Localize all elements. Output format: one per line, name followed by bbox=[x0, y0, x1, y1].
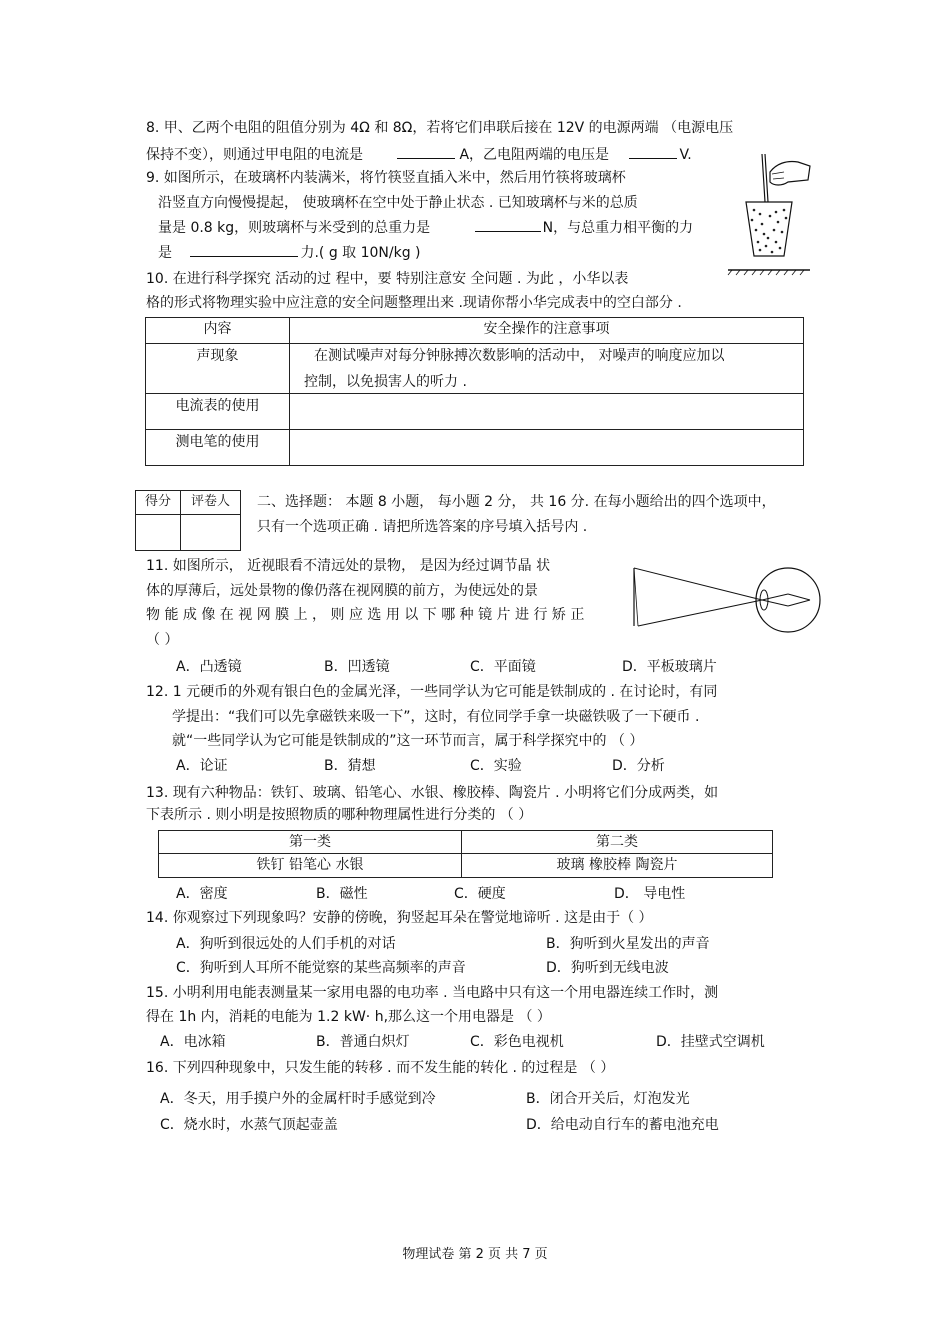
page-footer: 物理试卷 第 2 页 共 7 页 bbox=[402, 1247, 548, 1262]
q13-line1: 13. 现有六种物品：铁钉、玻璃、铅笔心、水银、橡胶棒、陶瓷片 . 小明将它们分成两类，如 bbox=[146, 785, 719, 801]
q13-option-b[interactable]: B．磁性 bbox=[316, 886, 368, 902]
reviewer-label: 评卷人 bbox=[181, 491, 241, 515]
q11-option-b[interactable]: B．凹透镜 bbox=[324, 659, 390, 675]
safety-row-ammeter-label: 电流表的使用 bbox=[146, 394, 290, 430]
q15-option-c[interactable]: C．彩色电视机 bbox=[470, 1034, 564, 1050]
q9-text-a: 量是 0.8 kg，则玻璃杯与米受到的总重力是 bbox=[158, 220, 431, 236]
safety-row-sound-label: 声现象 bbox=[146, 344, 290, 394]
q9-line2: 沿竖直方向慢慢提起， 使玻璃杯在空中处于静止状态 . 已知玻璃杯与米的总质 bbox=[158, 195, 638, 211]
q8-line2 bbox=[146, 144, 692, 165]
class1-title: 第一类 bbox=[159, 831, 462, 854]
q12-line2: 学提出：“我们可以先拿磁铁来吸一下”，这时，有位同学手拿一块磁铁吸了一下硬币 . bbox=[172, 709, 700, 725]
q14-line1: 14. 你观察过下列现象吗？安静的傍晚，狗竖起耳朵在警觉地谛听 . 这是由于（ ） bbox=[146, 910, 653, 926]
glass-rice-chopstick-figure bbox=[726, 150, 812, 276]
q15-option-b[interactable]: B．普通白炽灯 bbox=[316, 1034, 410, 1050]
q16-option-c[interactable]: C．烧水时，水蒸气顶起壶盖 bbox=[160, 1117, 338, 1133]
safety-row-ammeter-answer[interactable] bbox=[290, 394, 804, 430]
q11-line1: 11. 如图所示， 近视眼看不清远处的景物， 是因为经过调节晶 状 bbox=[146, 558, 551, 574]
q11-option-c[interactable]: C．平面镜 bbox=[470, 659, 536, 675]
q9-line4 bbox=[158, 242, 421, 263]
score-cell[interactable] bbox=[136, 515, 181, 551]
safety-row-testpen-label: 测电笔的使用 bbox=[146, 430, 290, 466]
q9-line3 bbox=[158, 217, 693, 238]
q14-option-d[interactable]: D．狗听到无线电波 bbox=[546, 960, 669, 976]
safety-row-testpen-answer[interactable] bbox=[290, 430, 804, 466]
class2-title: 第二类 bbox=[462, 831, 773, 854]
q12-line3: 就“一些同学认为它可能是铁制成的”这一环节而言，属于科学探究中的 （ ） bbox=[172, 733, 644, 749]
section2-line1: 二、选择题： 本题 8 小题， 每小题 2 分， 共 16 分. 在每小题给出的四个选项中， bbox=[257, 494, 776, 510]
q9-line1: 9. 如图所示，在玻璃杯内装满米，将竹筷竖直插入米中，然后用竹筷将玻璃杯 bbox=[146, 170, 626, 186]
q15-line2: 得在 1h 内，消耗的电能为 1.2 kW· h,那么这一个用电器是 （ ） bbox=[146, 1009, 551, 1025]
q16-option-a[interactable]: A．冬天，用手摸户外的金属杆时手感觉到冷 bbox=[160, 1091, 436, 1107]
q15-option-d[interactable]: D．挂壁式空调机 bbox=[656, 1034, 765, 1050]
q13-option-a[interactable]: A．密度 bbox=[176, 886, 228, 902]
q11-option-a[interactable]: A．凸透镜 bbox=[176, 659, 242, 675]
q15-option-a[interactable]: A．电冰箱 bbox=[160, 1034, 226, 1050]
q12-option-b[interactable]: B．猜想 bbox=[324, 758, 376, 774]
q9-blank-gravity[interactable] bbox=[475, 217, 541, 232]
safety-table bbox=[145, 317, 804, 466]
q15-line1: 15. 小明利用电能表测量某一家用电器的电功率 . 当电路中只有这一个用电器连续工作时，测 bbox=[146, 985, 719, 1001]
score-box bbox=[135, 490, 241, 551]
q9-blank-force[interactable] bbox=[190, 242, 298, 257]
q9-text-b: N，与总重力相平衡的力 bbox=[542, 220, 694, 236]
q9-text-c: 是 bbox=[158, 245, 172, 261]
safety-table-header-content: 内容 bbox=[146, 318, 290, 344]
q12-option-c[interactable]: C．实验 bbox=[470, 758, 522, 774]
q14-option-c[interactable]: C．狗听到人耳所不能觉察的某些高频率的声音 bbox=[176, 960, 466, 976]
q12-line1: 12. 1 元硬币的外观有银白色的金属光泽，一些同学认为它可能是铁制成的 . 在讨论时，有同 bbox=[146, 684, 718, 700]
q13-option-c[interactable]: C．硬度 bbox=[454, 886, 506, 902]
q8-text-c: V. bbox=[679, 147, 692, 163]
reviewer-cell[interactable] bbox=[181, 515, 241, 551]
q10-line2: 格的形式将物理实验中应注意的安全问题整理出来 .现请你帮小华完成表中的空白部分 . bbox=[146, 295, 682, 311]
q11-line2: 体的厚薄后，远处景物的像仍落在视网膜的前方，为使远处的景 bbox=[146, 583, 538, 599]
q16-option-d[interactable]: D．给电动自行车的蓄电池充电 bbox=[526, 1117, 719, 1133]
q8-text-b: A，乙电阻两端的电压是 bbox=[459, 147, 610, 163]
q8-text-a: 保持不变），则通过甲电阻的电流是 bbox=[146, 147, 363, 163]
q14-option-b[interactable]: B．狗听到火星发出的声音 bbox=[546, 936, 710, 952]
q8-blank-voltage[interactable] bbox=[629, 144, 677, 159]
classification-table bbox=[158, 830, 773, 878]
class1-items: 铁钉 铅笔心 水银 bbox=[159, 854, 462, 878]
safety-row-sound-note bbox=[290, 344, 804, 394]
q13-option-d[interactable]: D． 导电性 bbox=[614, 886, 686, 902]
q11-option-d[interactable]: D．平板玻璃片 bbox=[622, 659, 717, 675]
q16-line1: 16. 下列四种现象中，只发生能的转移 . 而不发生能的转化 . 的过程是 （ ） bbox=[146, 1060, 615, 1076]
q11-line3: 物 能 成 像 在 视 网 膜 上 ， 则 应 选 用 以 下 哪 种 镜 片 进 行 矫 正 bbox=[146, 607, 585, 623]
safety-table-header-notes: 安全操作的注意事项 bbox=[290, 318, 804, 344]
q13-line2: 下表所示 . 则小明是按照物质的哪种物理属性进行分类的 （ ） bbox=[146, 807, 533, 823]
q12-option-a[interactable]: A．论证 bbox=[176, 758, 228, 774]
section2-line2: 只有一个选项正确 . 请把所选答案的序号填入括号内 . bbox=[257, 519, 588, 535]
q8-blank-current[interactable] bbox=[397, 144, 455, 159]
myopia-eye-figure bbox=[630, 564, 822, 634]
q12-option-d[interactable]: D．分析 bbox=[612, 758, 665, 774]
q10-line1: 10. 在进行科学探究 活动的过 程中，要 特别注意安 全问题 . 为此 ，小华以表 bbox=[146, 271, 629, 287]
q9-text-d: 力.( g 取 10N/kg ) bbox=[300, 245, 421, 261]
q8-line1: 8. 甲、乙两个电阻的阻值分别为 4Ω 和 8Ω，若将它们串联后接在 12V 的电源两端 （电源电压 bbox=[146, 120, 734, 136]
q11-line4: （ ） bbox=[146, 632, 179, 648]
q14-option-a[interactable]: A．狗听到很远处的人们手机的对话 bbox=[176, 936, 396, 952]
safety-row-sound-note-line1: 在测试噪声对每分钟脉搏次数影响的活动中， 对噪声的响度应加以 bbox=[314, 348, 725, 364]
q16-option-b[interactable]: B．闭合开关后，灯泡发光 bbox=[526, 1091, 690, 1107]
safety-row-sound-note-line2: 控制，以免损害人的听力 . bbox=[304, 374, 467, 390]
class2-items: 玻璃 橡胶棒 陶瓷片 bbox=[462, 854, 773, 878]
score-label: 得分 bbox=[136, 491, 181, 515]
